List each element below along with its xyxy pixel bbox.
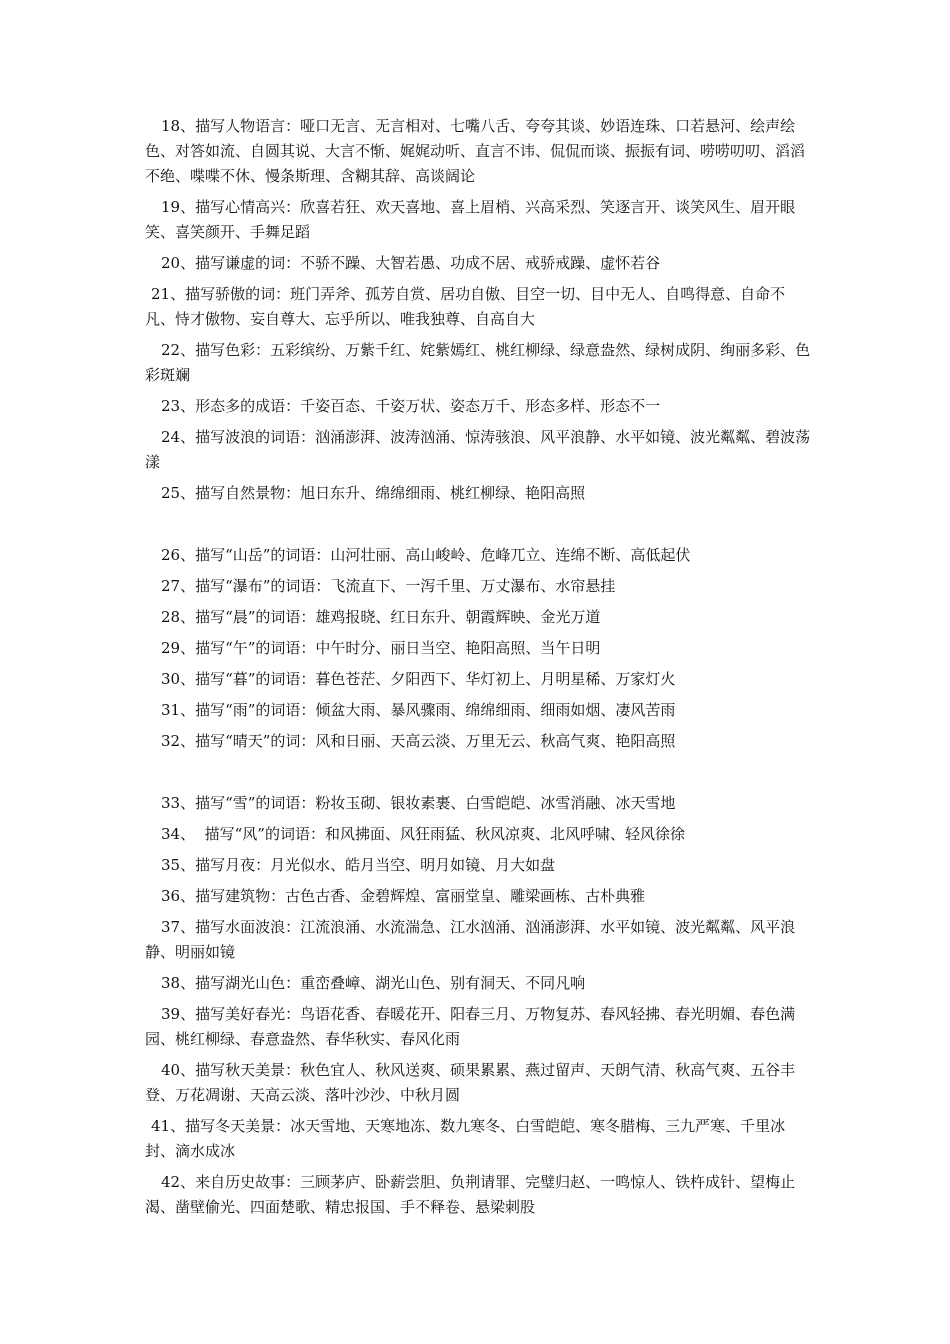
entry-29: 29、描写“午”的词语：中午时分、丽日当空、艳阳高照、当午日明	[161, 639, 601, 657]
section-gap	[145, 512, 815, 543]
entry-41: 41、描写冬天美景：冰天雪地、天寒地冻、数九寒冬、白雪皑皑、寒冬腊梅、三九严寒、千里冰封、滴水成冰	[145, 1117, 786, 1160]
entry-37: 37、描写水面波浪：江流浪涌、水流湍急、江水汹涌、汹涌澎湃、水平如镜、波光粼粼、风平浪静、明丽如镜	[145, 918, 796, 961]
entry-25: 25、描写自然景物：旭日东升、绵绵细雨、桃红柳绿、艳阳高照	[161, 484, 586, 502]
entry-28: 28、描写“晨”的词语：雄鸡报晓、红日东升、朝霞辉映、金光万道	[161, 608, 601, 626]
entry-21: 21、描写骄傲的词：班门弄斧、孤芳自赏、居功自傲、目空一切、目中无人、自鸣得意、自命不凡、恃才傲物、妄自尊大、忘乎所以、唯我独尊、自高自大	[145, 285, 786, 328]
entry-38: 38、描写湖光山色：重峦叠嶂、湖光山色、别有洞天、不同凡响	[161, 974, 586, 992]
entry-27: 27、描写“瀑布”的词语：飞流直下、一泻千里、万丈瀑布、水帘悬挂	[161, 577, 616, 595]
document-body	[145, 114, 815, 1226]
entry-23: 23、形态多的成语：千姿百态、千姿万状、姿态万千、形态多样、形态不一	[161, 397, 661, 415]
entry-34: 34、 描写“风”的词语：和风拂面、风狂雨猛、秋风凉爽、北风呼啸、轻风徐徐	[161, 825, 685, 843]
section-gap	[145, 760, 815, 791]
entry-26: 26、描写“山岳”的词语：山河壮丽、高山峻岭、危峰兀立、连绵不断、高低起伏	[161, 546, 691, 564]
entry-36: 36、描写建筑物：古色古香、金碧辉煌、富丽堂皇、雕梁画栋、古朴典雅	[161, 887, 646, 905]
entry-40: 40、描写秋天美景：秋色宜人、秋风送爽、硕果累累、燕过留声、天朗气清、秋高气爽、五谷丰登、万花凋谢、天高云淡、落叶沙沙、中秋月圆	[145, 1061, 796, 1104]
entry-20: 20、描写谦虚的词：不骄不躁、大智若愚、功成不居、戒骄戒躁、虚怀若谷	[161, 254, 661, 272]
entry-30: 30、描写“暮”的词语：暮色苍茫、夕阳西下、华灯初上、月明星稀、万家灯火	[161, 670, 676, 688]
entry-18: 18、描写人物语言：哑口无言、无言相对、七嘴八舌、夸夸其谈、妙语连珠、口若悬河、绘声绘色、对答如流、自圆其说、大言不惭、娓娓动听、直言不讳、侃侃而谈、振振有词、唠唠叨叨、滔滔不绝、喋喋不休、慢条斯理、含糊其辞、高谈阔论	[145, 117, 806, 185]
entry-39: 39、描写美好春光：鸟语花香、春暖花开、阳春三月、万物复苏、春风轻拂、春光明媚、春色满园、桃红柳绿、春意盎然、春华秋实、春风化雨	[145, 1005, 796, 1048]
entry-19: 19、描写心情高兴：欣喜若狂、欢天喜地、喜上眉梢、兴高采烈、笑逐言开、谈笑风生、眉开眼笑、喜笑颜开、手舞足蹈	[145, 198, 796, 241]
entry-32: 32、描写“晴天”的词：风和日丽、天高云淡、万里无云、秋高气爽、艳阳高照	[161, 732, 676, 750]
entry-33: 33、描写“雪”的词语：粉妆玉砌、银妆素裹、白雪皑皑、冰雪消融、冰天雪地	[161, 794, 676, 812]
entry-24: 24、描写波浪的词语：汹涌澎湃、波涛汹涌、惊涛骇浪、风平浪静、水平如镜、波光粼粼、碧波荡漾	[145, 428, 811, 471]
entry-31: 31、描写“雨”的词语：倾盆大雨、暴风骤雨、绵绵细雨、细雨如烟、凄风苦雨	[161, 701, 676, 719]
entry-42: 42、来自历史故事：三顾茅庐、卧薪尝胆、负荆请罪、完璧归赵、一鸣惊人、铁杵成针、望梅止渴、凿壁偷光、四面楚歌、精忠报国、手不释卷、悬梁刺股	[145, 1173, 796, 1216]
entry-22: 22、描写色彩：五彩缤纷、万紫千红、姹紫嫣红、桃红柳绿、绿意盎然、绿树成阴、绚丽多彩、色彩斑斓	[145, 341, 811, 384]
entry-35: 35、描写月夜：月光似水、皓月当空、明月如镜、月大如盘	[161, 856, 556, 874]
